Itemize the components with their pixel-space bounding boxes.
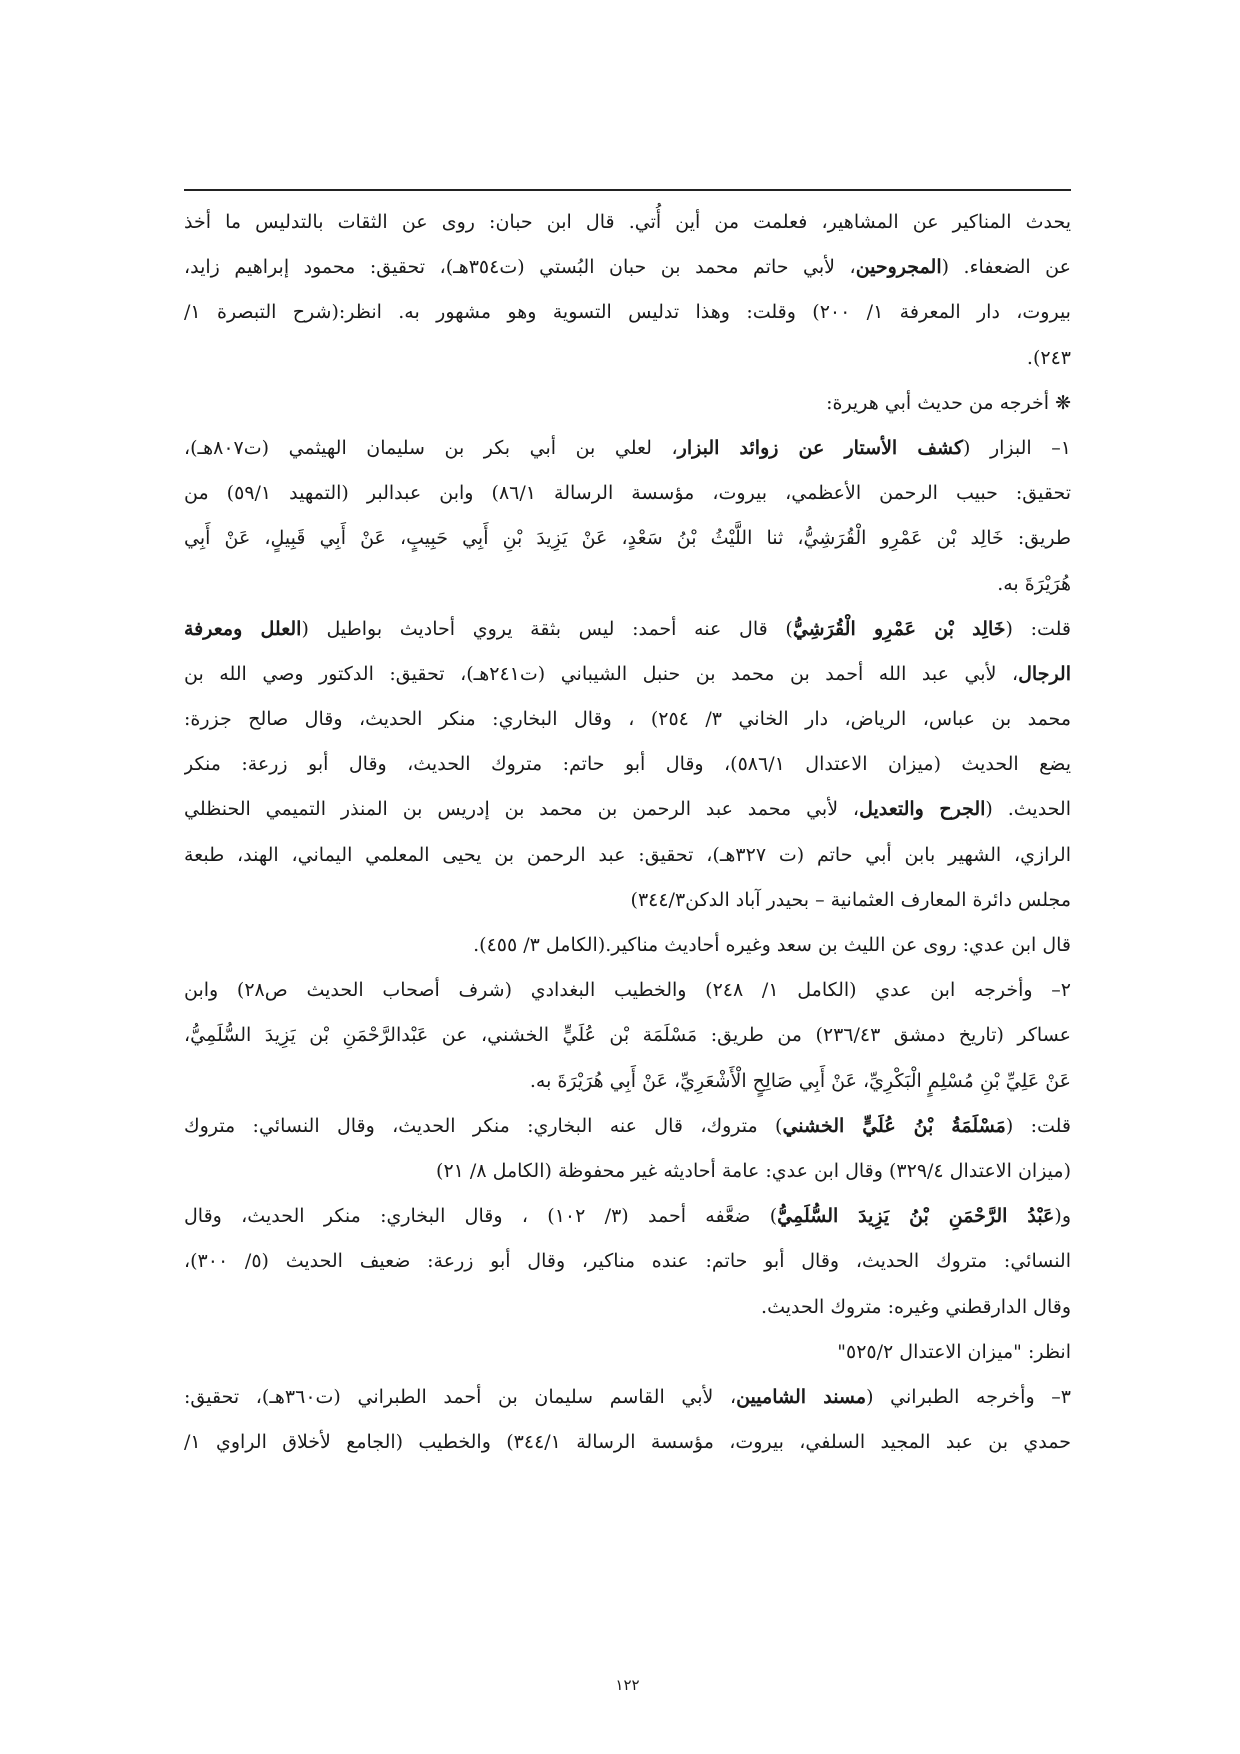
- text-line: [184, 290, 1071, 335]
- text-span: عَنْ عَلِيِّ بْنِ مُسْلِمٍ الْبَكْرِيِّ، عَنْ أَبِي صَالِحٍ الْأَشْعَرِيِّ، عَنْ أَبِي هُرَيْرَةَ به.: [529, 1069, 1071, 1092]
- text-line: [184, 652, 1071, 697]
- text-span: ) قال عنه أحمد: ليس بثقة يروي أحاديث بواطيل (: [301, 617, 793, 640]
- text-span: بيروت، دار المعرفة ١/ ٢٠٠) وقلت: وهذا تدليس التسوية وهو مشهور به. انظر:(شرح التبصرة ١/: [184, 301, 1071, 324]
- bold-title-span: خَالِد بْن عَمْرِو الْقُرَشِيُّ: [792, 617, 1006, 640]
- text-line: [184, 1330, 1071, 1375]
- text-span: (ميزان الاعتدال ٣٢٩/٤) وقال ابن عدي: عامة أحاديثه غير محفوظة (الكامل ٨/ ٢١): [436, 1159, 1071, 1182]
- bold-title-span: كشف الأستار عن زوائد البزار: [677, 436, 963, 459]
- text-span: طريق: خَالِد بْن عَمْرِو الْقُرَشِيُّ، ثنا اللَّيْثُ بْنُ سَعْدٍ، عَنْ يَزِيدَ بْنِ أَبِي حَبِيبٍ، عَنْ أَبِي قَبِيلٍ، عَنْ أَبِي: [184, 527, 1071, 550]
- document-page: [184, 0, 1071, 1754]
- text-span: محمد بن عباس، الرياض، دار الخاني ٣/ ٢٥٤) ، وقال البخاري: منكر الحديث، وقال صالح جزرة:: [184, 708, 1071, 731]
- text-span: ) متروك، قال عنه البخاري: منكر الحديث، وقال النسائي: متروك: [184, 1114, 783, 1137]
- text-span: حمدي بن عبد المجيد السلفي، بيروت، مؤسسة الرسالة ٣٤٤/١) والخطيب (الجامع لأخلاق الراوي ١/: [184, 1431, 1071, 1454]
- bold-title-span: الجرح والتعديل: [859, 798, 986, 821]
- text-line: [184, 1285, 1071, 1330]
- text-line: [184, 742, 1071, 787]
- text-line: [184, 336, 1071, 381]
- text-line: [184, 697, 1071, 742]
- text-line: [184, 833, 1071, 878]
- text-span: وقال الدارقطني وغيره: متروك الحديث.: [761, 1295, 1071, 1318]
- text-span: الحديث. (: [985, 798, 1071, 821]
- text-line: [184, 1104, 1071, 1149]
- text-span: هُرَيْرَةَ به.: [997, 572, 1071, 595]
- footnote-separator-rule: [184, 189, 1071, 191]
- text-line: [184, 471, 1071, 516]
- text-span: و(: [1054, 1205, 1071, 1228]
- text-span: تحقيق: حبيب الرحمن الأعظمي، بيروت، مؤسسة الرسالة ٨٦/١) وابن عبدالبر (التمهيد ٥٩/١) من: [184, 482, 1071, 505]
- text-span: عساكر (تاريخ دمشق ٢٣٦/٤٣) من طريق: مَسْلَمَة بْن عُلَيٍّ الخشني، عن عَبْدالرَّحْمَنِ بْن يَزِيدَ السُّلَمِيُّ،: [184, 1024, 1071, 1047]
- text-span: ، لأبي القاسم سليمان بن أحمد الطبراني (ت٣٦٠هـ)، تحقيق:: [184, 1385, 737, 1408]
- text-span: انظر: "ميزان الاعتدال ٥٢٥/٢": [837, 1340, 1071, 1363]
- text-span: قلت: (: [1005, 617, 1071, 640]
- text-span: يضع الحديث (ميزان الاعتدال ٥٨٦/١)، وقال أبو حاتم: متروك الحديث، وقال أبو زرعة: منكر: [184, 753, 1071, 776]
- text-line: [184, 607, 1071, 652]
- text-line: [184, 381, 1071, 426]
- text-span: مجلس دائرة المعارف العثمانية – بحيدر آباد الدكن٣٤٤/٣): [630, 888, 1071, 911]
- text-line: [184, 923, 1071, 968]
- text-line: [184, 787, 1071, 832]
- text-span: ❋ أخرجه من حديث أبي هريرة:: [826, 391, 1071, 414]
- text-line: [184, 1013, 1071, 1058]
- page-number: ١٢٢: [615, 1676, 640, 1694]
- text-span: قال ابن عدي: روى عن الليث بن سعد وغيره أحاديث مناكير.(الكامل ٣/ ٤٥٥).: [473, 934, 1071, 956]
- footnote-text-block: [184, 200, 1071, 1465]
- text-line: [184, 516, 1071, 561]
- text-span: ) ضعَّفه أحمد (٣/ ١٠٢) ، وقال البخاري: منكر الحديث، وقال: [184, 1205, 778, 1228]
- text-line: [184, 426, 1071, 471]
- text-span: ٢٤٣).: [1026, 346, 1071, 369]
- bold-title-span: مسند الشاميين: [736, 1385, 867, 1408]
- text-span: ، لأبي محمد عبد الرحمن بن محمد بن إدريس بن المنذر التميمي الحنظلي: [184, 798, 860, 821]
- text-line: [184, 1149, 1071, 1194]
- bold-title-span: الرجال: [1018, 662, 1071, 685]
- text-span: ، لأبي عبد الله أحمد بن محمد بن حنبل الشيباني (ت٢٤١هـ)، تحقيق: الدكتور وصي الله بن: [184, 662, 1019, 685]
- text-span: عن الضعفاء. (: [941, 256, 1071, 279]
- text-line: [184, 1239, 1071, 1284]
- text-span: النسائي: متروك الحديث، وقال أبو حاتم: عنده مناكير، وقال أبو زرعة: ضعيف الحديث (٥/ ٣٠٠)،: [184, 1250, 1071, 1273]
- text-line: [184, 1420, 1071, 1465]
- text-span: يحدث المناكير عن المشاهير، فعلمت من أين أُتي. قال ابن حبان: روى عن الثقات بالتدليس ما أخذ: [184, 211, 1071, 233]
- text-span: ٣– وأخرجه الطبراني (: [866, 1385, 1071, 1408]
- text-span: ١– البزار (: [963, 436, 1071, 459]
- text-line: [184, 562, 1071, 607]
- text-span: ، لأبي حاتم محمد بن حبان البُستي (ت٣٥٤هـ)، تحقيق: محمود إبراهيم زايد،: [184, 256, 856, 279]
- text-span: ٢– وأخرجه ابن عدي (الكامل ١/ ٢٤٨) والخطيب البغدادي (شرف أصحاب الحديث ص٢٨) وابن: [184, 979, 1071, 1002]
- bold-title-span: مَسْلَمَةُ بْنُ عُلَيٍّ الخشني: [782, 1114, 1006, 1137]
- text-line: [184, 1059, 1071, 1104]
- text-span: ، لعلي بن أبي بكر بن سليمان الهيثمي (ت٨٠٧هـ)،: [184, 436, 678, 459]
- text-span: الرازي، الشهير بابن أبي حاتم (ت ٣٢٧هـ)، تحقيق: عبد الرحمن بن يحيى المعلمي اليماني، الهند، طبعة: [184, 843, 1071, 866]
- text-line: [184, 245, 1071, 290]
- text-line: [184, 968, 1071, 1013]
- text-line: [184, 1194, 1071, 1239]
- text-line: [184, 200, 1071, 245]
- bold-title-span: العلل ومعرفة: [184, 617, 302, 640]
- bold-title-span: المجروحين: [855, 256, 942, 279]
- text-line: [184, 878, 1071, 923]
- bold-title-span: عَبْدُ الرَّحْمَنِ بْنُ يَزِيدَ السُّلَمِيُّ: [777, 1205, 1055, 1228]
- text-span: قلت: (: [1005, 1114, 1071, 1137]
- text-line: [184, 1375, 1071, 1420]
